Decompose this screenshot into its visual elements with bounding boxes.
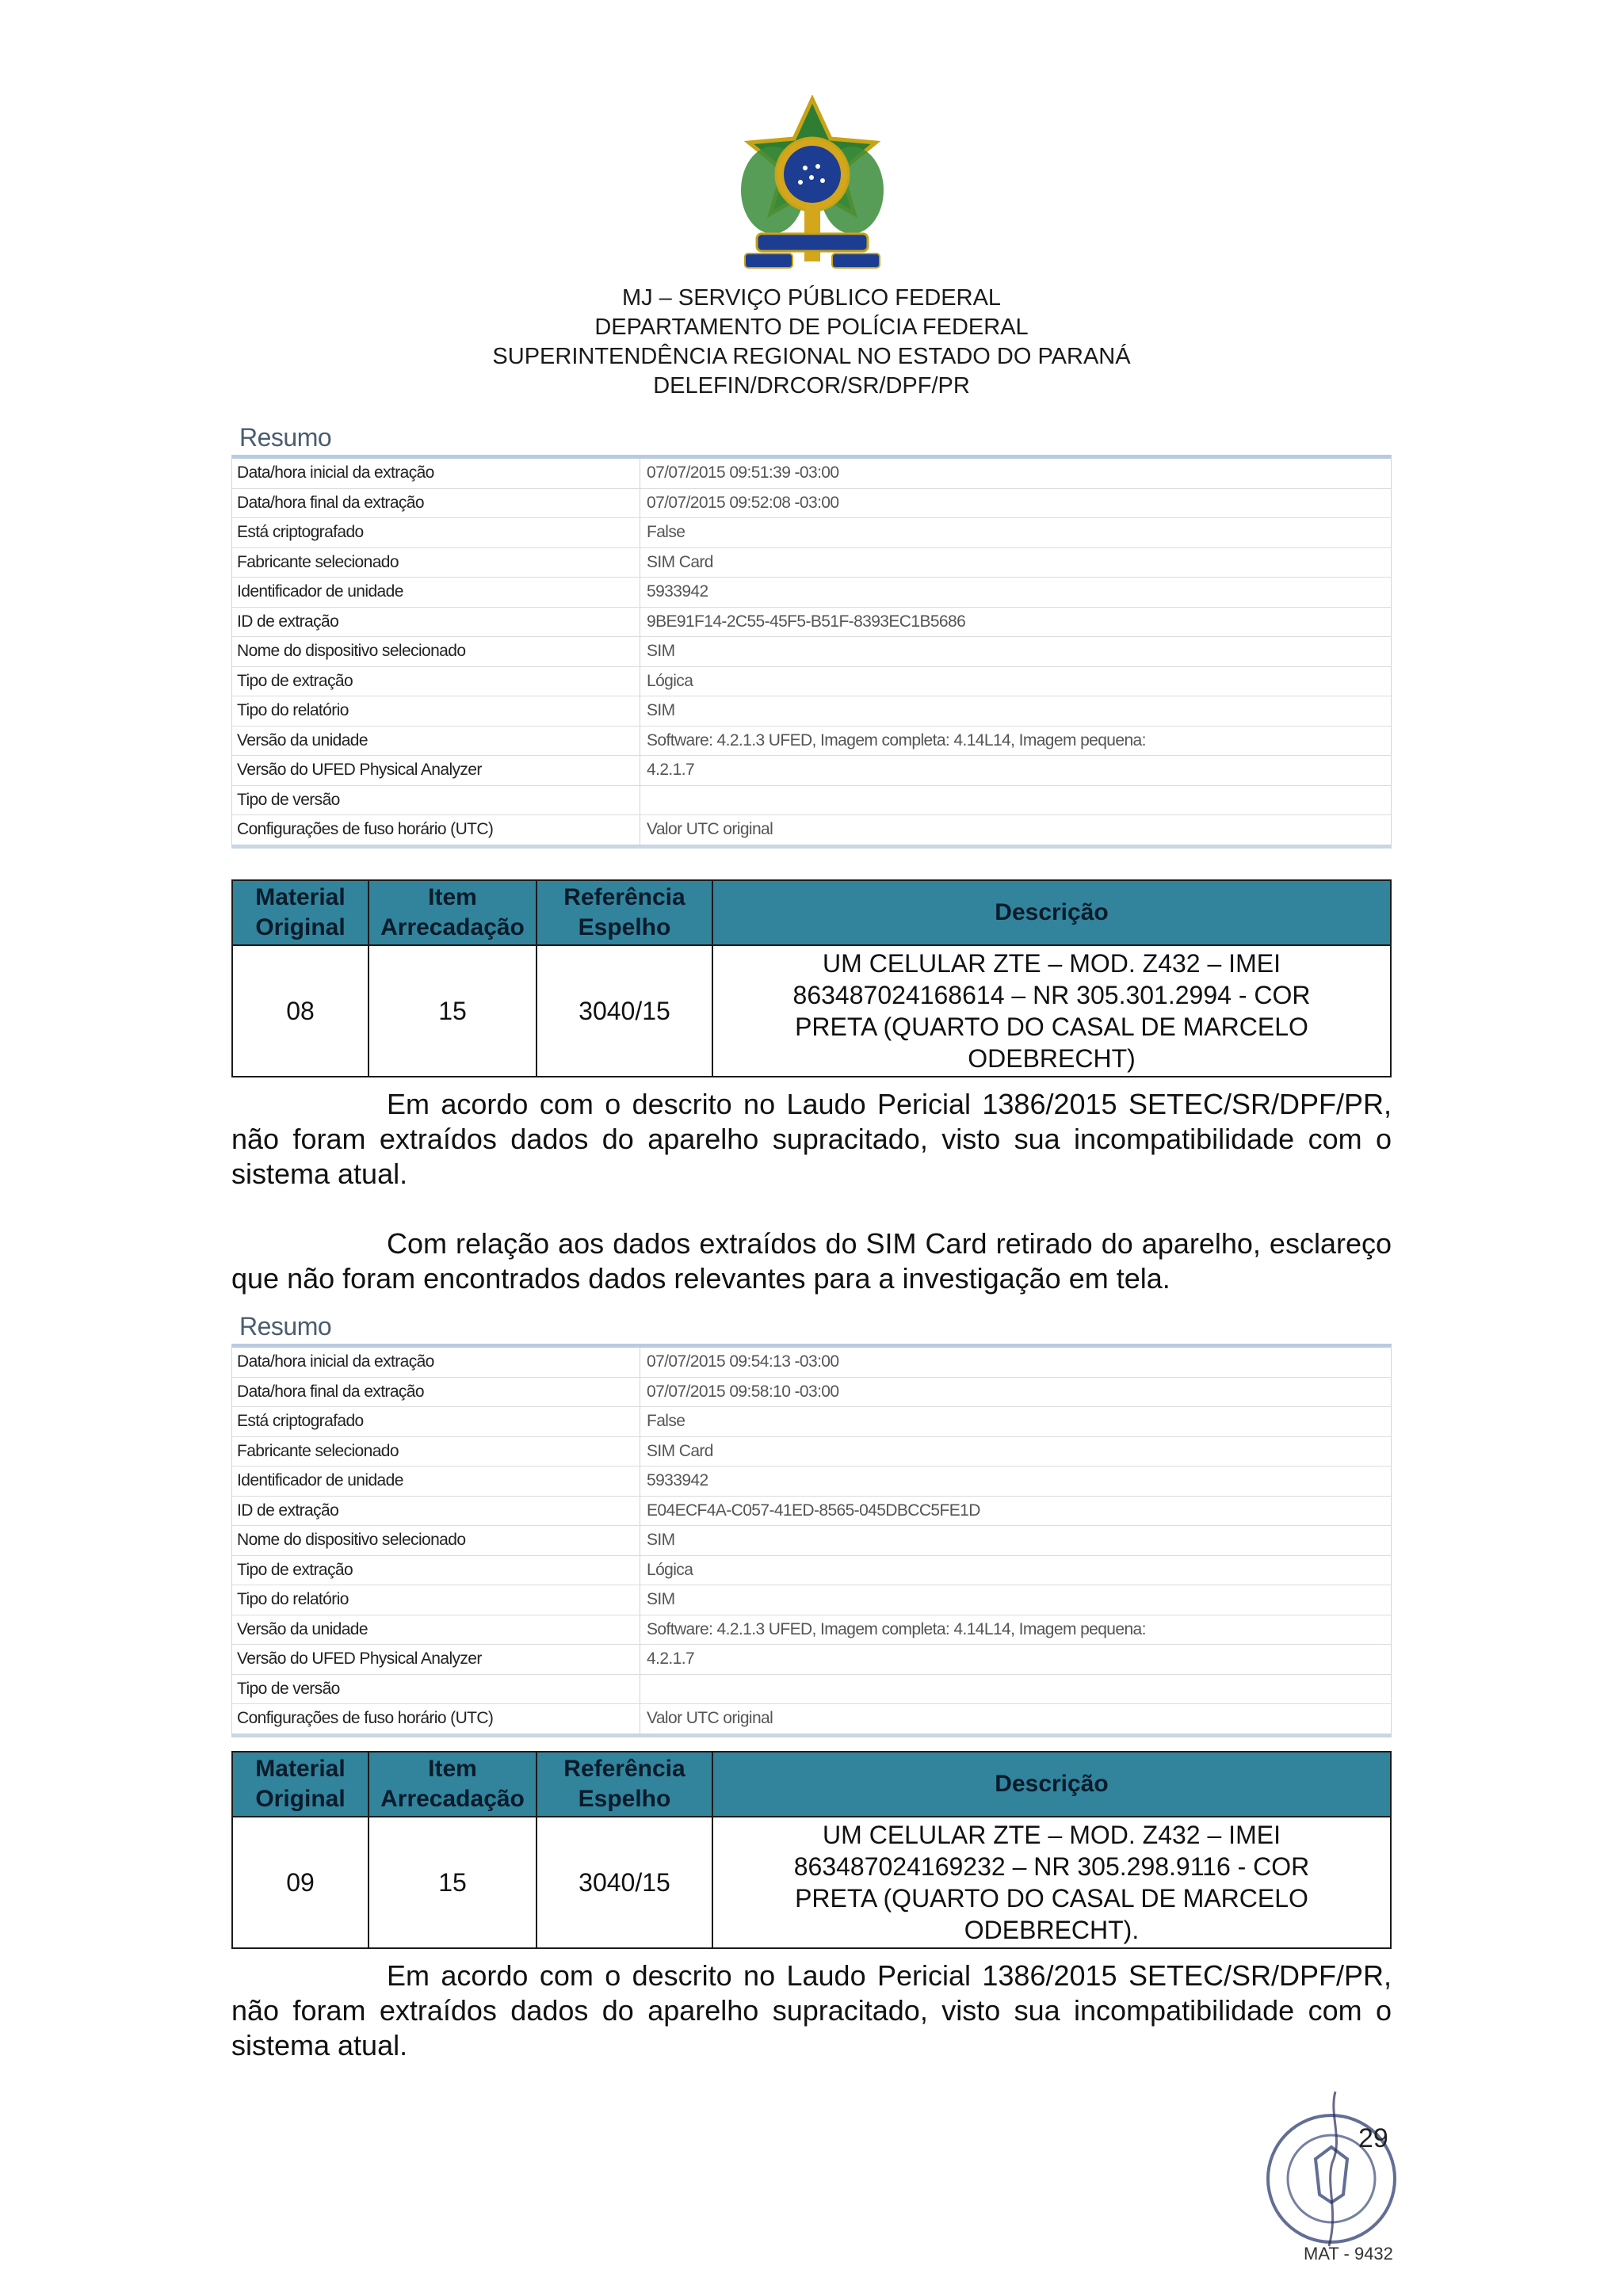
- header-item: Item Arrecadação: [369, 880, 537, 945]
- resumo-key: Tipo de extração: [232, 1556, 640, 1585]
- resumo-row: [232, 489, 1391, 519]
- resumo-value: Valor UTC original: [647, 820, 773, 838]
- resumo-row: [232, 1437, 1391, 1467]
- resumo-key: Versão da unidade: [232, 1615, 640, 1645]
- header-descricao: Descrição: [712, 880, 1391, 945]
- resumo-key: Versão do UFED Physical Analyzer: [232, 1645, 640, 1674]
- resumo-row: [232, 548, 1391, 578]
- resumo-key: Data/hora final da extração: [232, 1378, 640, 1407]
- header-line-4: DELEFIN/DRCOR/SR/DPF/PR: [653, 373, 970, 399]
- resumo-row: [232, 1585, 1391, 1615]
- resumo-row: [232, 459, 1391, 489]
- resumo-value: Software: 4.2.1.3 UFED, Imagem completa: 4.14L14, Imagem pequena:: [647, 1619, 1146, 1638]
- resumo-key: Data/hora final da extração: [232, 489, 640, 518]
- resumo-key: Fabricante selecionado: [232, 548, 640, 578]
- table-row: [232, 945, 1391, 1077]
- resumo-row: [232, 518, 1391, 548]
- resumo-value: 07/07/2015 09:54:13 -03:00: [647, 1352, 839, 1371]
- resumo-row: [232, 1497, 1391, 1527]
- resumo-key: Tipo do relatório: [232, 696, 640, 726]
- resumo-key: Tipo do relatório: [232, 1585, 640, 1615]
- resumo-key: Identificador de unidade: [232, 1466, 640, 1496]
- resumo-value: [640, 786, 1391, 815]
- cell-material: 08: [232, 945, 369, 1077]
- resumo-row: [232, 637, 1391, 667]
- resumo-row: [232, 1704, 1391, 1733]
- resumo-row: [232, 1348, 1391, 1378]
- resumo-key: Está criptografado: [232, 518, 640, 547]
- header-material: Material Original: [232, 1752, 369, 1817]
- header-item: Item Arrecadação: [369, 1752, 537, 1817]
- resumo-row: [232, 756, 1391, 786]
- brazil-coat-of-arms-icon: [729, 95, 896, 285]
- resumo-row: [232, 1407, 1391, 1437]
- resumo-value: 5933942: [647, 1471, 708, 1489]
- resumo-value: False: [647, 523, 685, 541]
- resumo-value: 5933942: [647, 582, 708, 601]
- table-row: [232, 1817, 1391, 1948]
- cell-referencia: 3040/15: [537, 945, 712, 1077]
- resumo-row: [232, 786, 1391, 816]
- header-material: Material Original: [232, 880, 369, 945]
- table-header-row: [232, 880, 1391, 945]
- page-number: 29: [1358, 2123, 1388, 2153]
- header-line-1: MJ – SERVIÇO PÚBLICO FEDERAL: [621, 285, 1002, 311]
- resumo-key: Data/hora inicial da extração: [232, 459, 640, 488]
- resumo-key: Versão da unidade: [232, 727, 640, 756]
- police-stamp-icon: [1256, 2084, 1407, 2266]
- header-referencia: Referência Espelho: [537, 1752, 712, 1817]
- cell-item: 15: [369, 1817, 537, 1948]
- material-table-2: [231, 1751, 1392, 1949]
- cell-descricao: UM CELULAR ZTE – MOD. Z432 – IMEI 863487024168614 – NR 305.301.2994 - COR PRETA (QUARTO DO CASAL DE MARCELO ODEBRECHT): [712, 945, 1391, 1077]
- cell-item: 15: [369, 945, 537, 1077]
- resumo-table: [231, 1344, 1392, 1737]
- paragraph-laudo-2: Em acordo com o descrito no Laudo Pericial 1386/2015 SETEC/SR/DPF/PR, não foram extraídos dados do aparelho supracitado, visto sua incompatibilidade com o sistema atual.: [231, 1959, 1392, 2061]
- resumo-value: 4.2.1.7: [647, 1650, 695, 1668]
- resumo-value: False: [647, 1412, 685, 1430]
- resumo-key: Identificador de unidade: [232, 578, 640, 607]
- resumo-key: Está criptografado: [232, 1407, 640, 1436]
- resumo-value: 07/07/2015 09:51:39 -03:00: [647, 463, 839, 482]
- resumo-title: Resumo: [239, 1312, 332, 1341]
- resumo-value: E04ECF4A-C057-41ED-8565-045DBCC5FE1D: [647, 1501, 980, 1520]
- resumo-key: ID de extração: [232, 608, 640, 637]
- resumo-value: 4.2.1.7: [647, 761, 695, 779]
- stamp-mat-label: MAT - 9432: [1304, 2244, 1393, 2264]
- resumo-value: SIM: [647, 1531, 675, 1549]
- resumo-key: Nome do dispositivo selecionado: [232, 637, 640, 666]
- table-header-row: [232, 1752, 1391, 1817]
- resumo-row: [232, 1645, 1391, 1675]
- resumo-key: Tipo de versão: [232, 786, 640, 815]
- resumo-key: Tipo de extração: [232, 667, 640, 696]
- resumo-value: SIM: [647, 701, 675, 719]
- resumo-key: Nome do dispositivo selecionado: [232, 1526, 640, 1555]
- resumo-row: [232, 1615, 1391, 1646]
- resumo-key: ID de extração: [232, 1497, 640, 1526]
- resumo-screenshot-2: [231, 1309, 1392, 1737]
- resumo-value: SIM: [647, 642, 675, 660]
- cell-descricao: UM CELULAR ZTE – MOD. Z432 – IMEI 863487024169232 – NR 305.298.9116 - COR PRETA (QUARTO DO CASAL DE MARCELO ODEBRECHT).: [712, 1817, 1391, 1948]
- resumo-value: 07/07/2015 09:58:10 -03:00: [647, 1382, 839, 1401]
- resumo-row: [232, 667, 1391, 697]
- resumo-title: Resumo: [239, 423, 332, 452]
- resumo-key: Configurações de fuso horário (UTC): [232, 1704, 640, 1733]
- resumo-row: [232, 1466, 1391, 1497]
- resumo-value: Lógica: [647, 1560, 693, 1579]
- paragraph-laudo-1: Em acordo com o descrito no Laudo Pericial 1386/2015 SETEC/SR/DPF/PR, não foram extraídos dados do aparelho supracitado, visto sua incompatibilidade com o sistema atual.: [231, 1088, 1392, 1190]
- resumo-key: Versão do UFED Physical Analyzer: [232, 756, 640, 785]
- header-line-3: SUPERINTENDÊNCIA REGIONAL NO ESTADO DO PARANÁ: [492, 344, 1131, 369]
- resumo-row: [232, 1556, 1391, 1586]
- resumo-row: [232, 815, 1391, 845]
- resumo-row: [232, 578, 1391, 608]
- resumo-table: [231, 455, 1392, 849]
- resumo-row: [232, 608, 1391, 638]
- document-header: [0, 284, 1623, 401]
- cell-material: 09: [232, 1817, 369, 1948]
- resumo-key: Configurações de fuso horário (UTC): [232, 815, 640, 845]
- resumo-value: [640, 1675, 1391, 1704]
- resumo-value: 9BE91F14-2C55-45F5-B51F-8393EC1B5686: [647, 612, 966, 631]
- cell-referencia: 3040/15: [537, 1817, 712, 1948]
- resumo-row: [232, 696, 1391, 727]
- header-descricao: Descrição: [712, 1752, 1391, 1817]
- resumo-screenshot-1: [231, 420, 1392, 849]
- resumo-row: [232, 1675, 1391, 1705]
- header-referencia: Referência Espelho: [537, 880, 712, 945]
- resumo-key: Fabricante selecionado: [232, 1437, 640, 1466]
- material-table-1: [231, 879, 1392, 1077]
- resumo-key: Tipo de versão: [232, 1675, 640, 1704]
- resumo-row: [232, 727, 1391, 757]
- paragraph-sim-card: Com relação aos dados extraídos do SIM Card retirado do aparelho, esclareço que não foram encontrados dados relevantes para a investigação em tela.: [231, 1227, 1392, 1295]
- resumo-key: Data/hora inicial da extração: [232, 1348, 640, 1377]
- resumo-value: Valor UTC original: [647, 1709, 773, 1727]
- resumo-row: [232, 1526, 1391, 1556]
- resumo-row: [232, 1378, 1391, 1408]
- resumo-value: Software: 4.2.1.3 UFED, Imagem completa: 4.14L14, Imagem pequena:: [647, 730, 1146, 749]
- resumo-value: 07/07/2015 09:52:08 -03:00: [647, 493, 839, 512]
- resumo-value: Lógica: [647, 671, 693, 690]
- header-line-2: DEPARTAMENTO DE POLÍCIA FEDERAL: [594, 315, 1029, 340]
- resumo-value: SIM Card: [647, 1441, 713, 1460]
- resumo-value: SIM Card: [647, 552, 713, 571]
- resumo-value: SIM: [647, 1590, 675, 1608]
